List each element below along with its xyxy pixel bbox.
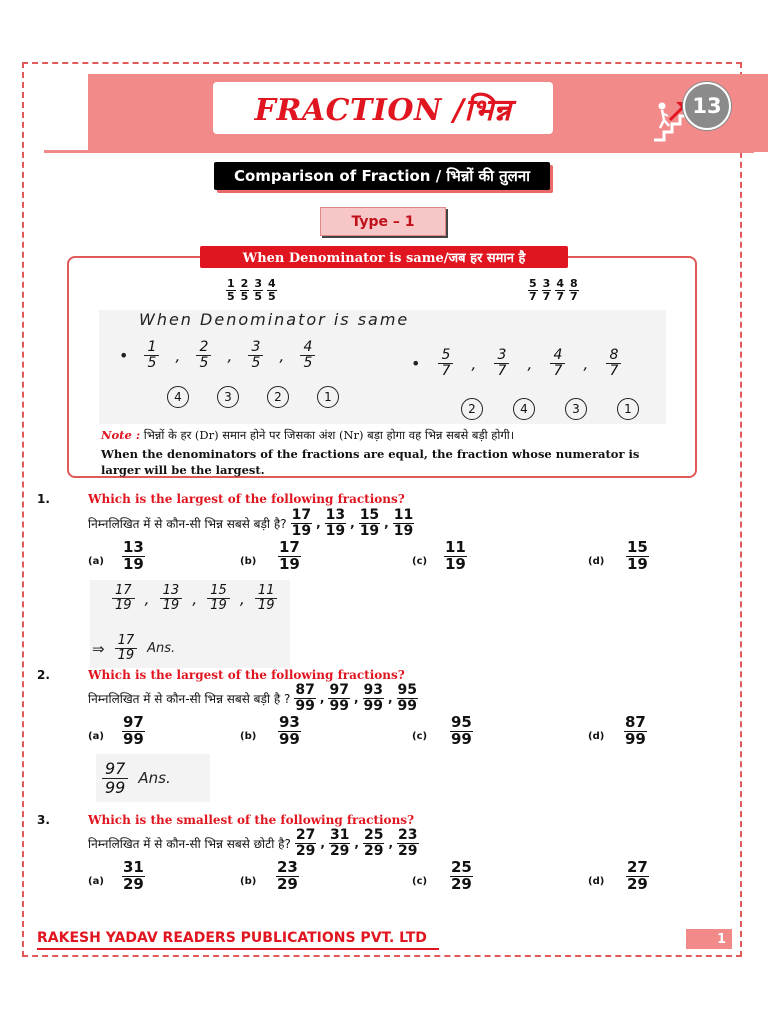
fraction: $\frac{4}{5}$ [267,277,276,303]
option-b-fraction[interactable]: $\frac{23}{29}$ [277,858,298,893]
hw-fraction: 17 19 [112,584,135,614]
question-hindi: निम्नलिखित में से कौन-सी भिन्न सबसे बड़ी है ? [88,691,291,706]
hw-left-fractions: • 1 5 , 2 5 , 3 5 , 4 5 [119,340,315,372]
option-label: (c) [412,556,428,567]
options-row [88,860,688,898]
question-english: Which is the smallest of the following fractions? [88,813,415,827]
fraction: $\frac{3}{5}$ [254,277,262,303]
fraction: $\frac{2}{5}$ [240,277,249,303]
hw-title: When Denominator is same [139,310,410,329]
question-hindi: निम्नलिखित में से कौन-सी भिन्न सबसे छोटी है? [88,836,291,851]
option-b-fraction[interactable]: $\frac{17}{19}$ [279,538,300,573]
footer-rule [37,948,439,950]
question-english: Which is the largest of the following fractions? [88,492,405,506]
hw-work-line: 17 19 , 13 19 , 15 19 , 11 19 [112,584,277,614]
option-d-fraction[interactable]: $\frac{27}{29}$ [627,858,648,893]
option-label: (d) [588,556,605,567]
option-label: (b) [240,556,257,567]
hw-right-ranks [461,398,639,420]
hw-fraction: 15 19 [207,584,230,614]
rank-circle: 3 [565,398,587,420]
given-fraction: $\frac{27}{29}$ [295,827,316,859]
given-fraction: $\frac{15}{19}$ [359,507,380,539]
option-label: (d) [588,876,605,887]
option-label: (a) [88,556,104,567]
given-fraction: $\frac{87}{99}$ [295,682,315,714]
section-subheading: Comparison of Fraction / भिन्नों की तुलना [214,162,550,190]
option-a-fraction[interactable]: $\frac{31}{29}$ [123,858,144,893]
option-a-fraction[interactable]: $\frac{97}{99}$ [123,713,144,748]
note-label: Note : [101,428,141,442]
handwritten-example [99,310,666,424]
rank-circle: 2 [267,386,289,408]
option-label: (c) [412,731,428,742]
header-rule [44,150,754,153]
rank-circle: 3 [217,386,239,408]
question-hindi-line: निम्नलिखित में से कौन-सी भिन्न सबसे बड़ी है? $\frac{17}{19}$ , $\frac{13}{19}$ , $\frac{15}{19}$ , $\frac{11}{19}$ [88,507,414,539]
option-label: (a) [88,731,104,742]
hw-fraction: 4 5 [300,340,315,372]
options-row [88,540,688,578]
question-number: 3. [37,813,50,827]
option-label: (d) [588,731,605,742]
option-a-fraction[interactable]: $\frac{13}{19}$ [123,538,144,573]
hw-fraction: 4 7 [550,348,565,380]
question-number: 1. [37,492,50,506]
given-fraction: $\frac{17}{19}$ [291,507,312,539]
question-hindi: निम्नलिखित में से कौन-सी भिन्न सबसे बड़ी है? [88,516,287,531]
concept-box-heading: When Denominator is same/जब हर समान है [200,246,568,268]
option-c-fraction[interactable]: $\frac{95}{99}$ [451,713,472,748]
given-fraction: $\frac{23}{29}$ [398,827,418,859]
option-label: (a) [88,876,104,887]
given-fraction: $\frac{95}{99}$ [397,682,418,714]
given-fraction: $\frac{97}{99}$ [329,682,349,714]
option-label: (c) [412,876,428,887]
question-hindi-line: निम्नलिखित में से कौन-सी भिन्न सबसे छोटी है? $\frac{27}{29}$ , $\frac{31}{29}$ , $\frac{25}{29}$ , $\frac{23}{29}$ [88,827,418,859]
rank-circle: 1 [617,398,639,420]
page-number: 1 [686,929,732,949]
hw-fraction: 3 7 [494,348,509,380]
hw-fraction: 1 5 [144,340,159,372]
handwritten-solution [90,580,290,668]
hw-fraction: 17 19 [115,634,138,664]
hw-fraction: 5 7 [438,348,453,380]
hw-right-fractions: • 5 7 , 3 7 , 4 7 , 8 7 [411,348,621,380]
option-label: (b) [240,731,257,742]
fraction: $\frac{8}{7}$ [569,277,578,303]
hw-fraction: 11 19 [255,584,278,614]
hw-fraction: 8 7 [606,348,621,380]
fraction: $\frac{5}{7}$ [529,277,537,303]
note-hindi: भिन्नों के हर (Dr) समान होने पर जिसका अंश (Nr) बड़ा होगा वह भिन्न सबसे बड़ी होगी। [143,428,515,442]
given-fraction: $\frac{25}{29}$ [363,827,384,859]
option-c-fraction[interactable]: $\frac{25}{29}$ [451,858,472,893]
given-fraction: $\frac{13}{19}$ [325,507,346,539]
page-title: FRACTION /भिन्न [254,92,512,128]
hw-fraction: 2 5 [196,340,211,372]
given-fraction: $\frac{11}{19}$ [393,507,414,539]
title-box [213,82,553,134]
hw-fraction: 13 19 [160,584,183,614]
hw-answer-line: ⇒ 17 19 Ans. [92,633,176,664]
option-b-fraction[interactable]: $\frac{93}{99}$ [279,713,300,748]
hw-left-ranks [167,386,339,408]
rank-circle: 4 [167,386,189,408]
right-fraction-list [528,278,579,302]
type-label: Type – 1 [320,207,446,236]
question-english: Which is the largest of the following fractions? [88,668,405,682]
rank-circle: 2 [461,398,483,420]
question-hindi-line: निम्नलिखित में से कौन-सी भिन्न सबसे बड़ी है ? $\frac{87}{99}$ , $\frac{97}{99}$ , $\frac{93}{99}$ , $\frac{95}{99}$ [88,682,418,714]
hw-fraction: 3 5 [248,340,263,372]
fraction: $\frac{1}{5}$ [227,277,235,303]
publisher-footer: RAKESH YADAV READERS PUBLICATIONS PVT. LTD [37,930,427,946]
question-number: 2. [37,668,50,682]
option-d-fraction[interactable]: $\frac{87}{99}$ [625,713,646,748]
chapter-badge: 13 [683,82,731,130]
given-fraction: $\frac{31}{29}$ [329,827,350,859]
option-d-fraction[interactable]: $\frac{15}{19}$ [627,538,648,573]
rank-circle: 1 [317,386,339,408]
handwritten-solution: 97 99 Ans. [96,754,210,802]
option-label: (b) [240,876,257,887]
given-fraction: $\frac{93}{99}$ [363,682,383,714]
note-hindi-line [101,428,691,443]
hw-fraction: 97 99 [102,760,128,796]
fraction: $\frac{4}{7}$ [556,277,564,303]
left-fraction-list [226,278,277,302]
option-c-fraction[interactable]: $\frac{11}{19}$ [445,538,466,573]
note-english: When the denominators of the fractions are equal, the fraction whose numerator is larger will be the largest. [101,447,640,477]
options-row [88,715,688,753]
fraction: $\frac{3}{7}$ [542,277,551,303]
rank-circle: 4 [513,398,535,420]
